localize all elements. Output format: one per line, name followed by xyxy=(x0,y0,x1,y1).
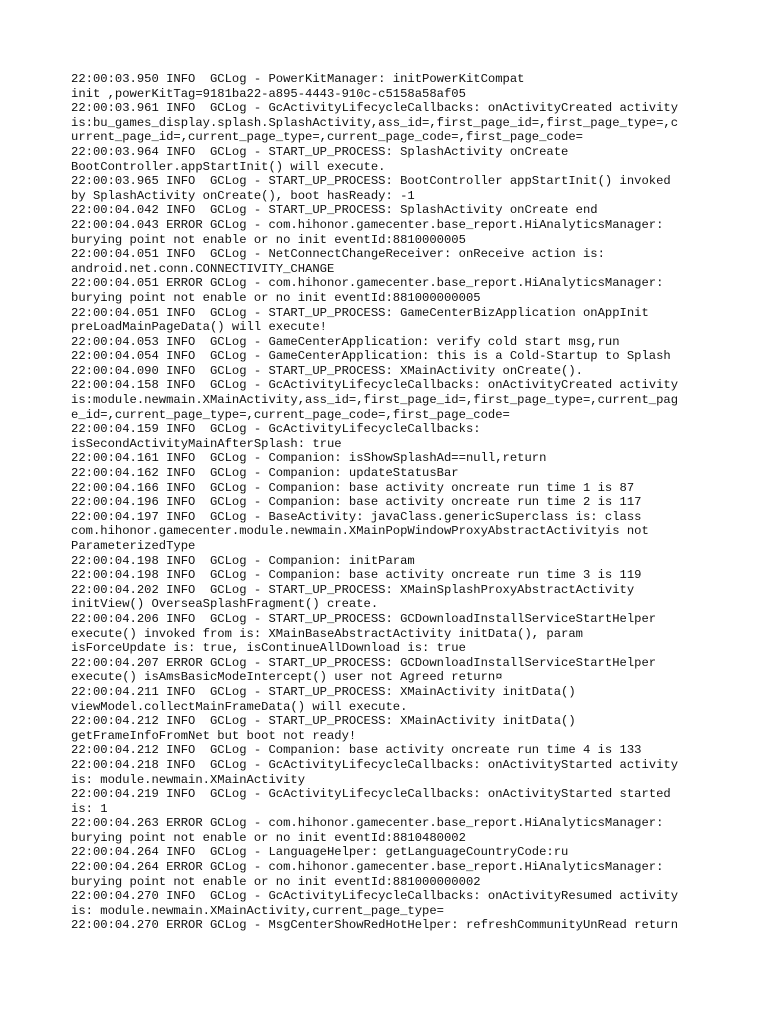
log-line: burying point not enable or no init eventId:881000000002 xyxy=(71,874,481,889)
log-line: isSecondActivityMainAfterSplash: true xyxy=(71,436,342,451)
log-line: init ,powerKitTag=9181ba22-a895-4443-910c-c5158a58af05 xyxy=(71,86,466,101)
log-line: 22:00:04.054 INFO GCLog - GameCenterApplication: this is a Cold-Startup to Splash xyxy=(71,349,671,364)
log-line: 22:00:04.202 INFO GCLog - START_UP_PROCESS: XMainSplashProxyAbstractActivity xyxy=(71,582,635,597)
log-line: BootController.appStartInit() will execute. xyxy=(71,159,386,174)
log-text-block xyxy=(71,72,711,933)
log-line: 22:00:04.053 INFO GCLog - GameCenterApplication: verify cold start msg,run xyxy=(71,334,620,349)
log-line: 22:00:04.051 INFO GCLog - START_UP_PROCESS: GameCenterBizApplication onAppInit xyxy=(71,305,649,320)
log-line: 22:00:04.207 ERROR GCLog - START_UP_PROCESS: GCDownloadInstallServiceStartHelper xyxy=(71,655,657,670)
log-line: 22:00:03.965 INFO GCLog - START_UP_PROCESS: BootController appStartInit() invoked xyxy=(71,174,671,189)
log-line: is:bu_games_display.splash.SplashActivity,ass_id=,first_page_id=,first_page_type=,c xyxy=(71,115,679,130)
log-line: 22:00:04.090 INFO GCLog - START_UP_PROCESS: XMainActivity onCreate(). xyxy=(71,363,583,378)
log-line: 22:00:03.950 INFO GCLog - PowerKitManager: initPowerKitCompat xyxy=(71,72,525,86)
log-line: 22:00:04.264 ERROR GCLog - com.hihonor.gamecenter.base_report.HiAnalyticsManager: xyxy=(71,860,664,875)
log-line: preLoadMainPageData() will execute! xyxy=(71,320,327,335)
log-line: 22:00:04.051 INFO GCLog - NetConnectChangeReceiver: onReceive action is: xyxy=(71,247,605,262)
log-line: 22:00:04.263 ERROR GCLog - com.hihonor.gamecenter.base_report.HiAnalyticsManager: xyxy=(71,816,664,831)
log-line: 22:00:03.964 INFO GCLog - START_UP_PROCESS: SplashActivity onCreate xyxy=(71,144,569,159)
log-line: is:module.newmain.XMainActivity,ass_id=,first_page_id=,first_page_type=,current_pag xyxy=(71,393,679,408)
log-line: 22:00:04.212 INFO GCLog - Companion: base activity oncreate run time 4 is 133 xyxy=(71,743,642,758)
log-line: 22:00:04.198 INFO GCLog - Companion: base activity oncreate run time 3 is 119 xyxy=(71,568,642,583)
log-line: 22:00:04.218 INFO GCLog - GcActivityLifecycleCallbacks: onActivityStarted activity xyxy=(71,757,679,772)
log-line: 22:00:04.043 ERROR GCLog - com.hihonor.gamecenter.base_report.HiAnalyticsManager: xyxy=(71,217,664,232)
log-line: 22:00:04.042 INFO GCLog - START_UP_PROCESS: SplashActivity onCreate end xyxy=(71,203,598,218)
log-line: e_id=,current_page_type=,current_page_code=,first_page_code= xyxy=(71,407,510,422)
log-line: 22:00:04.197 INFO GCLog - BaseActivity: javaClass.genericSuperclass is: class xyxy=(71,509,642,524)
log-line: ParameterizedType xyxy=(71,539,196,553)
log-line: execute() isAmsBasicModeIntercept() user not Agreed return¤ xyxy=(71,670,503,685)
log-line: getFrameInfoFromNet but boot not ready! xyxy=(71,728,357,743)
log-line: 22:00:04.219 INFO GCLog - GcActivityLifecycleCallbacks: onActivityStarted started xyxy=(71,787,671,802)
log-line: is: module.newmain.XMainActivity,current_page_type= xyxy=(71,903,444,918)
log-line: 22:00:04.206 INFO GCLog - START_UP_PROCESS: GCDownloadInstallServiceStartHelper xyxy=(71,611,657,626)
log-line: burying point not enable or no init eventId:8810480002 xyxy=(71,830,466,845)
log-line: viewModel.collectMainFrameData() will execute. xyxy=(71,699,408,714)
log-line: urrent_page_id=,current_page_type=,current_page_code=,first_page_code= xyxy=(71,130,583,145)
log-line: is: module.newmain.XMainActivity xyxy=(71,772,306,787)
log-line: 22:00:04.159 INFO GCLog - GcActivityLifecycleCallbacks: xyxy=(71,422,481,437)
log-line: execute() invoked from is: XMainBaseAbstractActivity initData(), param xyxy=(71,626,583,641)
log-line: 22:00:04.161 INFO GCLog - Companion: isShowSplashAd==null,return xyxy=(71,451,547,466)
log-line: 22:00:03.961 INFO GCLog - GcActivityLifecycleCallbacks: onActivityCreated activity xyxy=(71,101,679,116)
log-line: 22:00:04.198 INFO GCLog - Companion: initParam xyxy=(71,553,415,568)
log-line: 22:00:04.196 INFO GCLog - Companion: base activity oncreate run time 2 is 117 xyxy=(71,495,642,510)
log-line: 22:00:04.162 INFO GCLog - Companion: updateStatusBar xyxy=(71,466,459,481)
log-line: 22:00:04.158 INFO GCLog - GcActivityLifecycleCallbacks: onActivityCreated activity xyxy=(71,378,679,393)
log-line: burying point not enable or no init eventId:881000000005 xyxy=(71,290,481,305)
log-line: 22:00:04.211 INFO GCLog - START_UP_PROCESS: XMainActivity initData() xyxy=(71,684,576,699)
log-line: by SplashActivity onCreate(), boot hasReady: -1 xyxy=(71,188,415,203)
log-line: 22:00:04.051 ERROR GCLog - com.hihonor.gamecenter.base_report.HiAnalyticsManager: xyxy=(71,276,664,291)
log-line: initView() OverseaSplashFragment() create. xyxy=(71,597,379,612)
log-line: 22:00:04.166 INFO GCLog - Companion: base activity oncreate run time 1 is 87 xyxy=(71,480,635,495)
log-line: android.net.conn.CONNECTIVITY_CHANGE xyxy=(71,261,335,276)
log-line: com.hihonor.gamecenter.module.newmain.XMainPopWindowProxyAbstractActivityis not xyxy=(71,524,649,539)
log-line: is: 1 xyxy=(71,801,108,816)
log-line: 22:00:04.270 ERROR GCLog - MsgCenterShowRedHotHelper: refreshCommunityUnRead return xyxy=(71,918,679,933)
log-line: 22:00:04.264 INFO GCLog - LanguageHelper: getLanguageCountryCode:ru xyxy=(71,845,569,860)
log-line: 22:00:04.270 INFO GCLog - GcActivityLifecycleCallbacks: onActivityResumed activity xyxy=(71,889,679,904)
log-line: isForceUpdate is: true, isContinueAllDownload is: true xyxy=(71,641,466,656)
log-line: burying point not enable or no init eventId:8810000005 xyxy=(71,232,466,247)
log-line: 22:00:04.212 INFO GCLog - START_UP_PROCESS: XMainActivity initData() xyxy=(71,714,576,729)
